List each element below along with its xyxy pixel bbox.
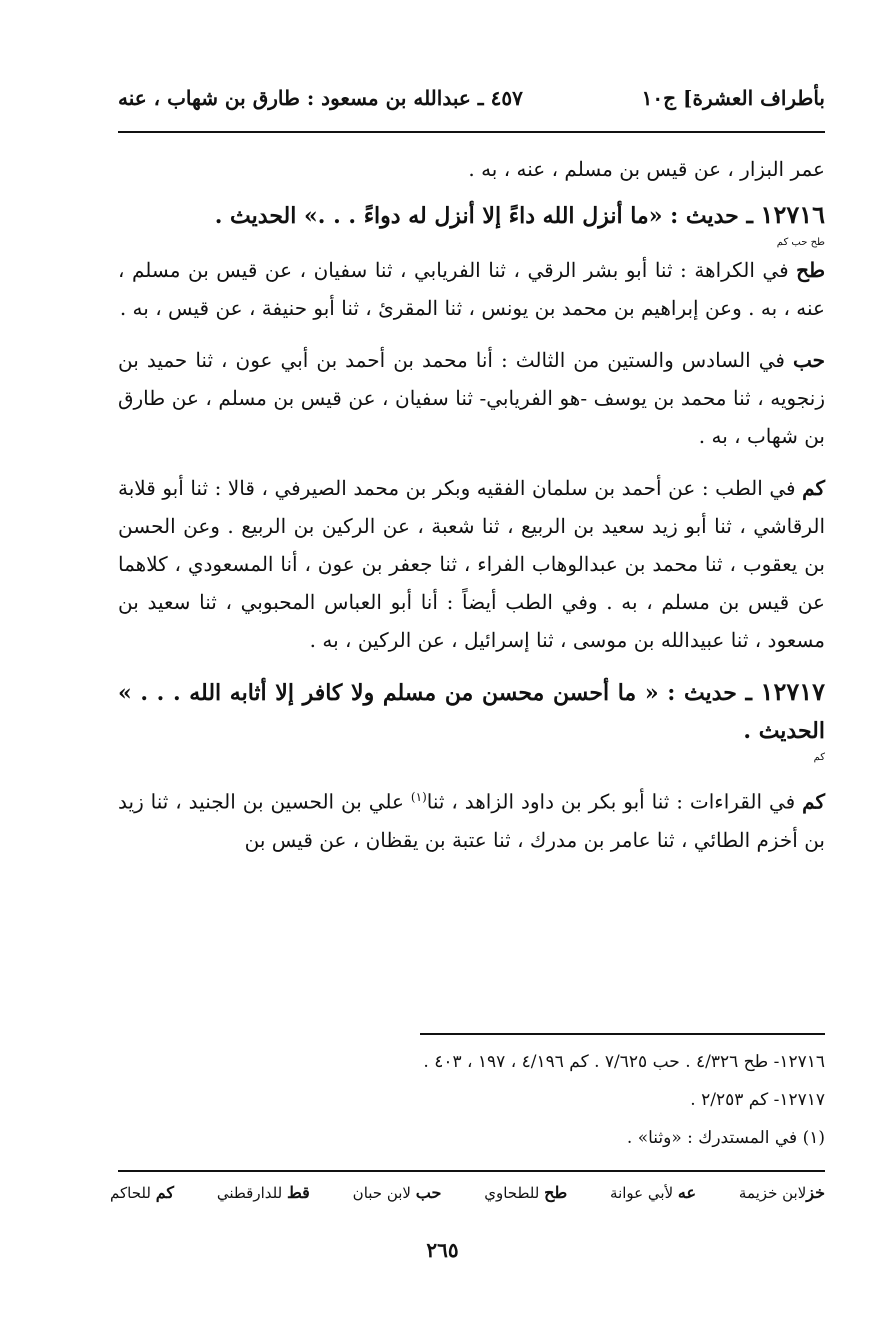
hadith-number: ١٢٧١٦ xyxy=(760,200,825,229)
abbreviation-code: عه xyxy=(677,1183,697,1202)
header-section-title: ٤٥٧ ـ عبدالله بن مسعود : طارق بن شهاب ، عنه xyxy=(118,86,523,110)
abbreviations-divider xyxy=(118,1170,825,1172)
abbreviation-item xyxy=(110,1183,174,1202)
footnotes xyxy=(300,1043,825,1157)
running-header xyxy=(118,78,825,122)
footnote-ref[interactable]: (١) xyxy=(410,790,427,804)
abbreviation-name: لأبي عوانة xyxy=(610,1184,674,1202)
abbreviation-code: كم xyxy=(155,1183,174,1202)
abbreviations-legend xyxy=(110,1183,825,1202)
footnote-item: ١٢٧١٦- طح ٤/٣٢٦ . حب ٧/٦٢٥ . كم ٤/١٩٦ ، ١٩٧ ، ٤٠٣ . xyxy=(423,1052,825,1072)
source-code: كم xyxy=(802,476,825,500)
intro-line: عمر البزار ، عن قيس بن مسلم ، عنه ، به . xyxy=(468,157,825,181)
footnote-divider xyxy=(420,1033,825,1035)
abbreviation-item xyxy=(610,1183,696,1202)
abbreviation-item xyxy=(484,1183,567,1202)
hadith-heading-12717 xyxy=(118,673,825,750)
abbreviation-code: حب xyxy=(415,1183,442,1202)
abbreviation-item xyxy=(739,1183,825,1202)
paragraph-hakim-2 xyxy=(118,778,825,859)
page-number: ٢٦٥ xyxy=(426,1238,459,1262)
abbreviation-code: خز xyxy=(806,1183,825,1202)
paragraph-text: علي بن الحسين بن الجنيد ، ثنا زيد بن أخزم الطائي ، ثنا عامر بن مدرك ، ثنا عتبة بن يقظان ، عن قيس بن xyxy=(118,789,825,852)
abbreviation-name: لابن خزيمة xyxy=(738,1184,807,1202)
paragraph-text: في الطب : عن أحمد بن سلمان الفقيه وبكر بن محمد الصيرفي ، قالا : ثنا أبو قلابة الرقاشي ، ثنا أبو زيد سعيد بن الربيع ، ثنا شعبة ، عن الركين بن الربيع . وعن الحسن بن يعقوب ، ثنا محمد بن عبدالوهاب الفراء ، ثنا جعفر بن عون ، أنا المسعودي ، كلاهما عن قيس بن مسلم ، به . وفي الطب أيضاً : أنا أبو العباس المحبوبي ، ثنا سعيد بن مسعود ، ثنا عبيدالله بن موسى ، ثنا إسرائيل ، عن الركين ، به . xyxy=(118,476,826,652)
footnote-item: ١٢٧١٧- كم ٢/٢٥٣ . xyxy=(690,1090,825,1110)
header-divider xyxy=(118,131,825,133)
paragraph-text: في السادس والستين من الثالث : أنا محمد بن أحمد بن أبي عون ، ثنا حميد بن زنجويه ، ثنا محمد بن يوسف -هو الفريابي- ثنا سفيان ، عن قيس بن مسلم ، عن طارق بن شهاب ، به . xyxy=(118,348,825,448)
abbreviation-item xyxy=(353,1183,442,1202)
hadith-text: : « ما أحسن محسن من مسلم ولا كافر إلا أثابه الله . . . » الحديث . xyxy=(118,680,825,744)
abbreviation-code: طح xyxy=(544,1183,568,1202)
hadith-text: : «ما أنزل الله داءً إلا أنزل له دواءً . . .» الحديث . xyxy=(214,203,686,229)
hadith-dash: ـ xyxy=(738,203,761,229)
hadith-number: ١٢٧١٧ xyxy=(760,677,825,706)
source-code: حب xyxy=(792,348,825,372)
hadith-label: حديث xyxy=(685,203,739,229)
paragraph-tahawi xyxy=(118,251,825,327)
hadith-sigla: كم xyxy=(813,752,825,763)
paragraph-text: في القراءات : ثنا أبو بكر بن داود الزاهد ، ثنا xyxy=(426,789,803,814)
abbreviation-name: للحاكم xyxy=(110,1184,151,1202)
hadith-heading-12716 xyxy=(118,196,825,235)
main-text xyxy=(118,150,825,867)
footnote-item: (١) في المستدرك : «وثنا» . xyxy=(626,1128,825,1148)
hadith-dash: ـ xyxy=(736,680,761,706)
abbreviation-name: للطحاوي xyxy=(484,1184,540,1202)
paragraph-text: في الكراهة : ثنا أبو بشر الرقي ، ثنا الفريابي ، ثنا سفيان ، عن قيس بن مسلم ، عنه ، به . وعن إبراهيم بن محمد بن يونس ، ثنا المقرئ ، ثنا أبو حنيفة ، عن قيس ، به . xyxy=(118,258,825,320)
paragraph-ibn-hibban xyxy=(118,341,825,455)
source-code: طح xyxy=(796,258,825,282)
hadith-label: حديث xyxy=(683,680,737,706)
hadith-sigla: طح حب كم xyxy=(776,237,825,248)
abbreviation-item xyxy=(217,1183,310,1202)
abbreviation-name: للدارقطني xyxy=(216,1184,283,1202)
abbreviation-name: لابن حبان xyxy=(352,1184,411,1202)
source-code: كم xyxy=(802,789,825,814)
abbreviation-code: قط xyxy=(286,1183,310,1202)
paragraph-hakim xyxy=(118,469,825,659)
header-book-title: بأطراف العشرة] ج١٠ xyxy=(641,86,825,110)
